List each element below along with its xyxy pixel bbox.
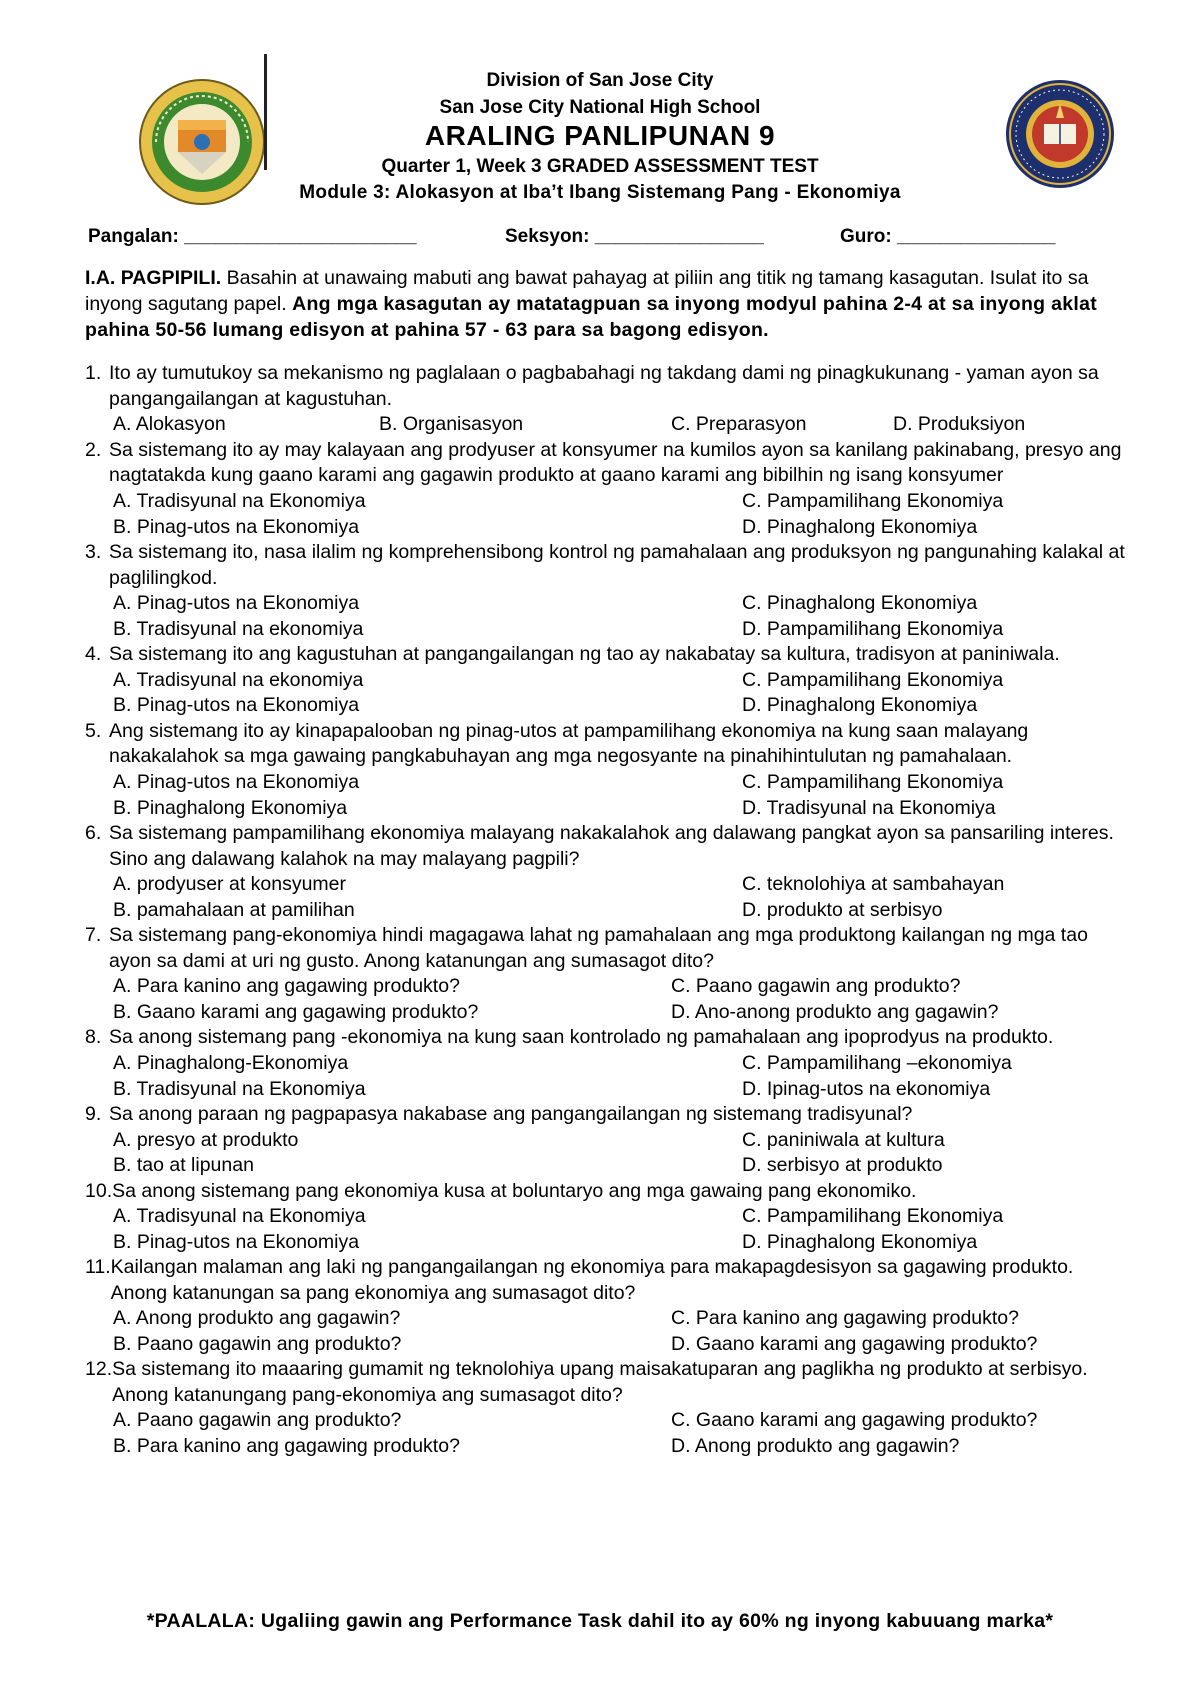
option-c[interactable]: C. Pinaghalong Ekonomiya [742,592,978,615]
option-c[interactable]: C. Paano gagawin ang produkto? [671,975,961,998]
option-a[interactable]: A. Para kanino ang gagawing produkto? [113,975,460,998]
question-number: 5. [85,719,102,742]
option-c[interactable]: C. Gaano karami ang gagawing produkto? [671,1409,1038,1432]
question-item [85,719,1125,821]
option-d[interactable]: D. Gaano karami ang gagawing produkto? [671,1332,1038,1355]
question-item [85,1357,1125,1459]
option-c[interactable]: C. Pampamilihang –ekonomiya [742,1051,1012,1074]
option-c[interactable]: C. Pampamilihang Ekonomiya [742,668,1004,691]
question-text: Sa sistemang ito ang kagustuhan at pangangailangan ng tao ay nakabatay sa kultura, tradisyon at paniniwala. [109,643,1060,666]
option-d[interactable]: D. Pinaghalong Ekonomiya [742,694,978,717]
option-c[interactable]: C. Para kanino ang gagawing produkto? [671,1307,1019,1330]
option-d[interactable]: D. Ano-anong produkto ang gagawin? [671,1000,999,1023]
option-b[interactable]: B. Tradisyunal na Ekonomiya [113,1077,366,1100]
question-text: Sa sistemang ito, nasa ilalim ng komprehensibong kontrol ng pamahalaan ang produksyon ng pangunahing kalakal at paglilingkod. [109,540,1125,589]
module-title: Module 3: Alokasyon at Iba’t Ibang Sistemang Pang - Ekonomiya [299,182,901,203]
question-number: 4. [85,643,102,666]
option-a[interactable]: A. Pinag-utos na Ekonomiya [113,770,360,793]
option-b[interactable]: B. Para kanino ang gagawing produkto? [113,1435,460,1458]
option-a[interactable]: A. Pinaghalong-Ekonomiya [113,1051,349,1074]
option-d[interactable]: D. Pampamilihang Ekonomiya [742,617,1004,640]
teacher-field[interactable]: Guro: _______________ [840,226,1056,247]
option-b[interactable]: B. Pinag-utos na Ekonomiya [113,515,360,538]
question-text: Sa sistemang ito ay may kalayaan ang prodyuser at konsyumer na kumilos ayon sa kanilang pakinabang, presyo ang nagtatakda kung gaano karami ang gagawin produkto at gaano karami ang bibilhin ng isang konsyumer [109,438,1122,487]
instructions-label: I.A. PAGPIPILI. [85,267,222,289]
option-b[interactable]: B. Paano gagawin ang produkto? [113,1332,402,1355]
option-b[interactable]: B. Tradisyunal na ekonomiya [113,617,364,640]
question-number: 10. [85,1179,113,1202]
question-number: 7. [85,924,102,947]
option-a[interactable]: A. presyo at produkto [113,1128,299,1151]
division-name: Division of San Jose City [486,70,714,91]
question-item [85,1179,1125,1256]
option-b[interactable]: B. Pinag-utos na Ekonomiya [113,1230,360,1253]
question-number: 9. [85,1102,102,1125]
instructions-text: Basahin at unawaing mabuti ang bawat pahayag at piliin ang titik ng tamang kasagutan. Isulat ito sa inyong sagutang papel. [85,267,1089,315]
question-text: Sa anong sistemang pang -ekonomiya na kung saan kontrolado ng pamahalaan ang ipoprodyus na produkto. [109,1026,1054,1049]
option-d[interactable]: D. Tradisyunal na Ekonomiya [742,796,996,819]
question-item [85,1102,1125,1179]
option-d[interactable]: D. produkto at serbisyo [742,898,943,921]
question-item [85,1025,1125,1102]
quarter-title: Quarter 1, Week 3 GRADED ASSESSMENT TEST [381,156,819,177]
question-number: 2. [85,438,102,461]
instructions-bold-text: Ang mga kasagutan ay matatagpuan sa inyong modyul pahina 2-4 at sa inyong aklat pahina 50-56 lumang edisyon at pahina 57 - 63 para sa bagong edisyon. [85,293,1098,341]
option-b[interactable]: B. Pinaghalong Ekonomiya [113,796,348,819]
section-field[interactable]: Seksyon: ________________ [505,226,764,247]
question-number: 12. [85,1358,113,1381]
option-b[interactable]: B. tao at lipunan [113,1154,254,1177]
school-name: San Jose City National High School [439,97,761,118]
question-item [85,1255,1125,1357]
reminder-note: *PAALALA: Ugaliing gawin ang Performance Task dahil ito ay 60% ng inyong kabuuang marka* [146,1610,1054,1632]
question-number: 1. [85,362,102,384]
option-b[interactable]: B. Organisasyon [379,413,524,436]
question-list [85,361,1125,1459]
option-a[interactable]: A. Tradisyunal na Ekonomiya [113,1205,366,1228]
option-c[interactable]: C. Preparasyon [671,413,807,436]
question-item [85,438,1125,540]
question-text: Sa anong paraan ng pagpapasya nakabase ang pangangailangan ng sistemang tradisyunal? [109,1102,913,1125]
option-c[interactable]: C. paniniwala at kultura [742,1128,945,1151]
question-text: Sa sistemang ito maaaring gumamit ng teknolohiya upang maisakatuparan ang paglikha ng produkto at serbisyo. Anong katanungang pang-ekonomiya ang sumasagot dito? [112,1358,1088,1406]
question-number: 11. [85,1256,111,1279]
question-text: Ito ay tumutukoy sa mekanismo ng paglalaan o pagbabahagi ng takdang dami ng pinagkukunang - yaman ayon sa pangangailangan at kagustuhan. [109,362,1099,410]
option-a[interactable]: A. Paano gagawin ang produkto? [113,1409,402,1432]
option-a[interactable]: A. Tradisyunal na Ekonomiya [113,489,366,512]
option-b[interactable]: B. pamahalaan at pamilihan [113,898,355,921]
question-text: Sa sistemang pampamilihang ekonomiya malayang nakakalahok ang dalawang pangkat ayon sa pansariling interes. Sino ang dalawang kalahok na may malayang pagpili? [109,821,1114,870]
question-text: Ang sistemang ito ay kinapapalooban ng pinag-utos at pampamilihang ekonomiya na kung saan malayang nakakalahok sa mga gawaing pangkabuhayan ang mga negosyante na pinahihintulutan ng pamahalaan. [109,719,1029,768]
subject-title: ARALING PANLIPUNAN 9 [424,120,776,151]
question-text: Sa anong sistemang pang ekonomiya kusa at boluntaryo ang mga gawaing pang ekonomiko. [112,1179,917,1202]
option-b[interactable]: B. Gaano karami ang gagawing produkto? [113,1000,479,1023]
question-item [85,821,1125,923]
option-a[interactable]: A. Anong produkto ang gagawin? [113,1307,401,1330]
option-d[interactable]: D. Anong produkto ang gagawin? [671,1435,960,1458]
option-a[interactable]: A. Tradisyunal na ekonomiya [113,668,364,691]
question-number: 3. [85,540,102,563]
question-number: 6. [85,821,102,844]
name-field[interactable]: Pangalan: ______________________ [88,226,417,247]
option-d[interactable]: D. Produksiyon [893,413,1026,436]
option-c[interactable]: C. Pampamilihang Ekonomiya [742,770,1004,793]
question-number: 8. [85,1026,102,1049]
option-c[interactable]: C. teknolohiya at sambahayan [742,873,1005,896]
question-text: Kailangan malaman ang laki ng pangangailangan ng ekonomiya para makapagdesisyon sa gagawing produkto. Anong katanungan sa pang ekonomiya ang sumasagot dito? [110,1256,1074,1304]
option-b[interactable]: B. Pinag-utos na Ekonomiya [113,694,360,717]
question-item [85,923,1125,1025]
option-a[interactable]: A. Alokasyon [113,413,226,436]
question-item [85,540,1125,642]
question-text: Sa sistemang pang-ekonomiya hindi magagawa lahat ng pamahalaan ang mga produktong kailangan ng mga tao ayon sa dami at uri ng gusto. Anong katanungan ang sumasagot dito? [109,924,1088,972]
option-a[interactable]: A. prodyuser at konsyumer [113,873,347,896]
option-d[interactable]: D. Pinaghalong Ekonomiya [742,1230,978,1253]
option-a[interactable]: A. Pinag-utos na Ekonomiya [113,592,360,615]
option-d[interactable]: D. Pinaghalong Ekonomiya [742,515,978,538]
question-item [85,642,1125,719]
option-c[interactable]: C. Pampamilihang Ekonomiya [742,1205,1004,1228]
instructions [85,265,1125,343]
option-c[interactable]: C. Pampamilihang Ekonomiya [742,489,1004,512]
option-d[interactable]: D. serbisyo at produkto [742,1154,943,1177]
option-d[interactable]: D. Ipinag-utos na ekonomiya [742,1077,991,1100]
question-item [85,361,1125,438]
